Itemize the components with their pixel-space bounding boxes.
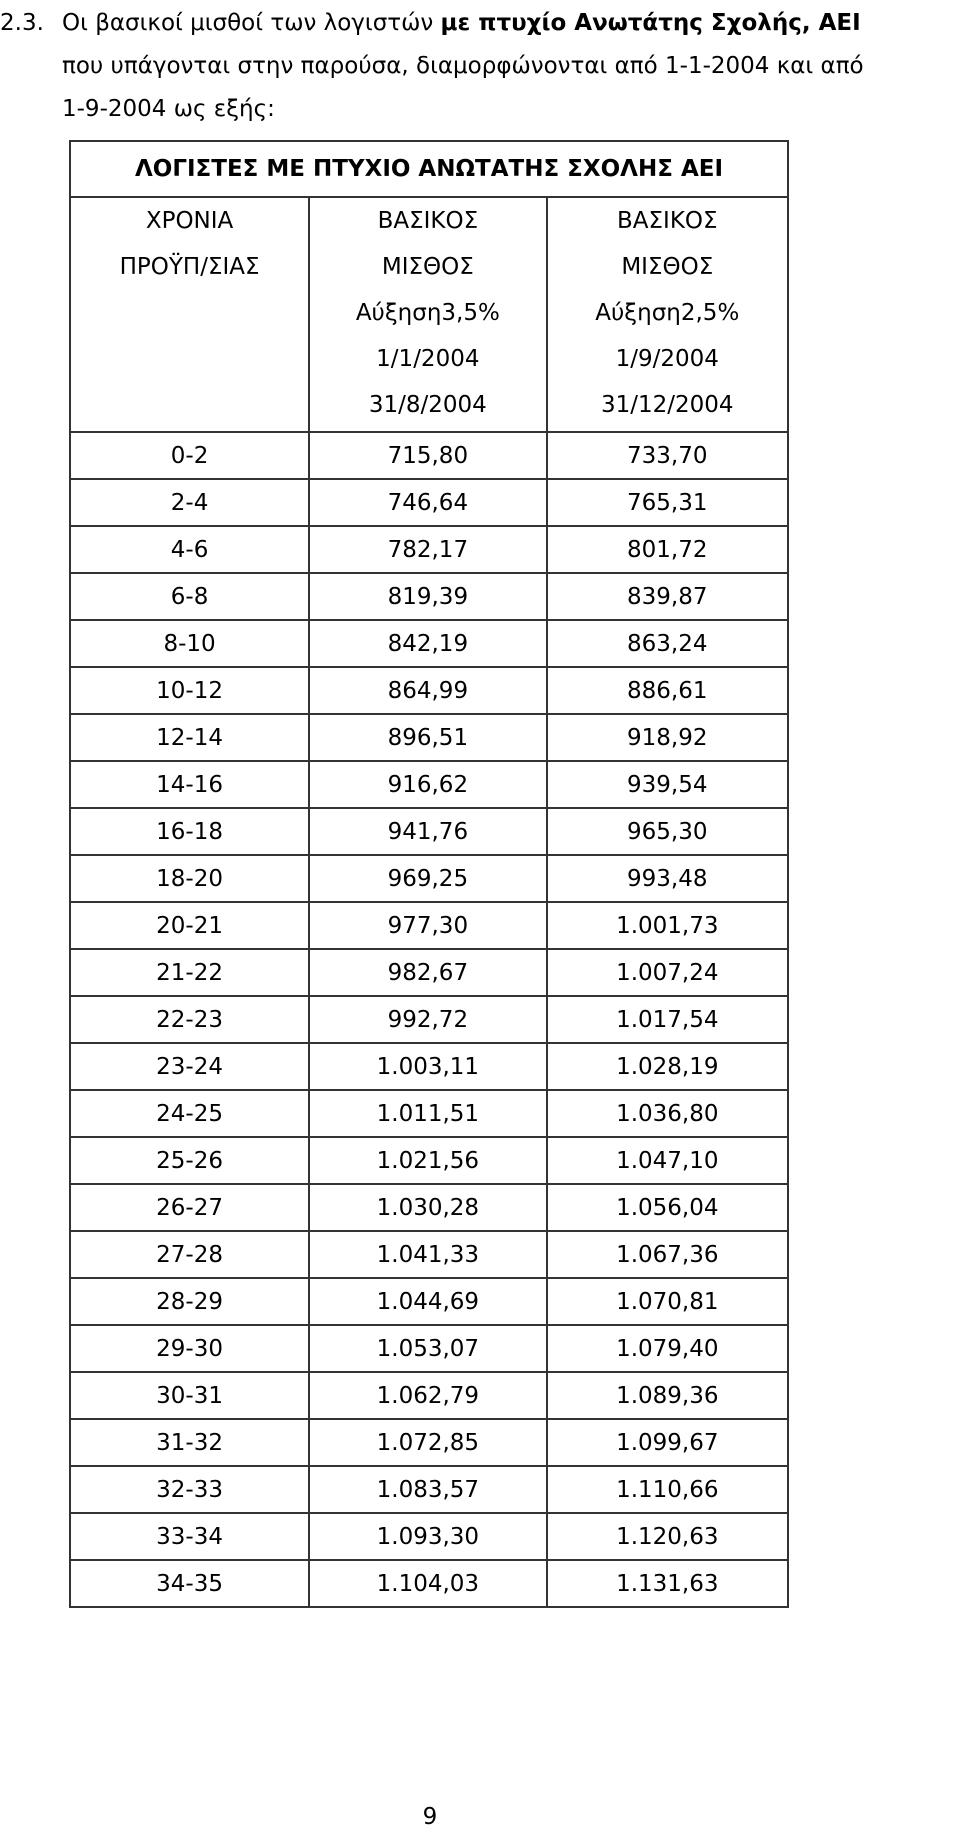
salary-jan-aug-cell: 1.003,11 (309, 1043, 546, 1090)
table-row (70, 761, 788, 808)
salary-sep-dec-cell: 993,48 (547, 855, 788, 902)
years-cell: 21-22 (70, 949, 309, 996)
years-cell: 30-31 (70, 1372, 309, 1419)
salary-jan-aug-cell: 1.053,07 (309, 1325, 546, 1372)
header-years-line: ΠΡΟΫΠ/ΣΙΑΣ (119, 254, 260, 280)
intro-line-3: 1-9-2004 ως εξής: (62, 96, 275, 122)
header-line: 1/9/2004 (615, 346, 719, 372)
years-cell: 2-4 (70, 479, 309, 526)
salary-jan-aug-cell: 1.021,56 (309, 1137, 546, 1184)
years-cell: 22-23 (70, 996, 309, 1043)
intro-line-1 (0, 2, 956, 45)
salary-jan-aug-cell: 977,30 (309, 902, 546, 949)
table-row (70, 949, 788, 996)
header-line: Αύξηση3,5% (355, 300, 500, 326)
header-line: ΜΙΣΘΟΣ (621, 254, 714, 280)
salary-jan-aug-cell: 992,72 (309, 996, 546, 1043)
years-cell: 28-29 (70, 1278, 309, 1325)
salary-sep-dec-cell: 1.120,63 (547, 1513, 788, 1560)
intro-paragraph (0, 2, 956, 131)
header-years-line: ΧΡΟΝΙΑ (145, 208, 234, 234)
header-line: Αύξηση2,5% (595, 300, 740, 326)
salary-sep-dec-cell: 939,54 (547, 761, 788, 808)
table-row (70, 667, 788, 714)
intro-text-regular: Οι βασικοί μισθοί των λογιστών (62, 10, 441, 36)
salary-jan-aug-cell: 1.072,85 (309, 1419, 546, 1466)
salary-sep-dec-cell: 801,72 (547, 526, 788, 573)
salary-sep-dec-cell: 1.099,67 (547, 1419, 788, 1466)
salary-jan-aug-cell: 842,19 (309, 620, 546, 667)
salary-jan-aug-cell: 969,25 (309, 855, 546, 902)
table-row (70, 620, 788, 667)
table-title-row (70, 141, 788, 197)
table-row (70, 1043, 788, 1090)
salary-jan-aug-cell: 1.044,69 (309, 1278, 546, 1325)
salary-jan-aug-cell: 941,76 (309, 808, 546, 855)
salary-sep-dec-cell: 918,92 (547, 714, 788, 761)
salary-sep-dec-cell: 765,31 (547, 479, 788, 526)
salary-sep-dec-cell: 733,70 (547, 432, 788, 479)
salary-jan-aug-cell: 1.041,33 (309, 1231, 546, 1278)
table-row (70, 1466, 788, 1513)
years-cell: 0-2 (70, 432, 309, 479)
salary-sep-dec-cell: 1.001,73 (547, 902, 788, 949)
years-cell: 29-30 (70, 1325, 309, 1372)
header-line: 1/1/2004 (376, 346, 480, 372)
table-row (70, 573, 788, 620)
years-cell: 27-28 (70, 1231, 309, 1278)
table-row (70, 808, 788, 855)
years-cell: 4-6 (70, 526, 309, 573)
years-cell: 23-24 (70, 1043, 309, 1090)
salary-sep-dec-cell: 1.067,36 (547, 1231, 788, 1278)
salary-table (69, 140, 789, 1608)
salary-sep-dec-cell: 863,24 (547, 620, 788, 667)
salary-sep-dec-cell: 1.036,80 (547, 1090, 788, 1137)
salary-sep-dec-cell: 965,30 (547, 808, 788, 855)
header-line: 31/8/2004 (368, 392, 487, 418)
salary-jan-aug-cell: 715,80 (309, 432, 546, 479)
table-row (70, 1184, 788, 1231)
header-line: ΒΑΣΙΚΟΣ (377, 208, 479, 234)
salary-jan-aug-cell: 746,64 (309, 479, 546, 526)
table-row (70, 902, 788, 949)
table-row (70, 855, 788, 902)
table-row (70, 432, 788, 479)
years-cell: 26-27 (70, 1184, 309, 1231)
table-row (70, 479, 788, 526)
salary-jan-aug-cell: 819,39 (309, 573, 546, 620)
years-cell: 12-14 (70, 714, 309, 761)
years-cell: 20-21 (70, 902, 309, 949)
header-salary-2004b (547, 197, 788, 432)
header-line: ΒΑΣΙΚΟΣ (617, 208, 718, 234)
table-row (70, 1560, 788, 1607)
years-cell: 31-32 (70, 1419, 309, 1466)
salary-sep-dec-cell: 1.047,10 (547, 1137, 788, 1184)
table-row (70, 1513, 788, 1560)
years-cell: 32-33 (70, 1466, 309, 1513)
salary-jan-aug-cell: 1.104,03 (309, 1560, 546, 1607)
header-line: ΜΙΣΘΟΣ (381, 254, 474, 280)
salary-jan-aug-cell: 782,17 (309, 526, 546, 573)
table-row (70, 1137, 788, 1184)
years-cell: 24-25 (70, 1090, 309, 1137)
table-row (70, 1231, 788, 1278)
intro-text-bold: με πτυχίο Ανωτάτης Σχολής, ΑΕΙ (440, 10, 861, 36)
salary-jan-aug-cell: 864,99 (309, 667, 546, 714)
salary-sep-dec-cell: 839,87 (547, 573, 788, 620)
salary-jan-aug-cell: 982,67 (309, 949, 546, 996)
salary-sep-dec-cell: 1.131,63 (547, 1560, 788, 1607)
years-cell: 8-10 (70, 620, 309, 667)
years-cell: 14-16 (70, 761, 309, 808)
table-header-row (70, 197, 788, 432)
salary-sep-dec-cell: 1.056,04 (547, 1184, 788, 1231)
section-number: 2.3. (0, 10, 44, 36)
table-row (70, 1278, 788, 1325)
salary-jan-aug-cell: 1.011,51 (309, 1090, 546, 1137)
table-row (70, 996, 788, 1043)
page-number: 9 (422, 1804, 438, 1830)
table-row (70, 1325, 788, 1372)
salary-sep-dec-cell: 1.017,54 (547, 996, 788, 1043)
salary-jan-aug-cell: 896,51 (309, 714, 546, 761)
years-cell: 25-26 (70, 1137, 309, 1184)
salary-sep-dec-cell: 1.028,19 (547, 1043, 788, 1090)
table-row (70, 1419, 788, 1466)
salary-sep-dec-cell: 1.079,40 (547, 1325, 788, 1372)
intro-line-2: που υπάγονται στην παρούσα, διαμορφώνονται από 1-1-2004 και από (62, 53, 864, 79)
salary-sep-dec-cell: 1.110,66 (547, 1466, 788, 1513)
table-row (70, 1090, 788, 1137)
salary-jan-aug-cell: 1.030,28 (309, 1184, 546, 1231)
salary-jan-aug-cell: 1.062,79 (309, 1372, 546, 1419)
salary-sep-dec-cell: 886,61 (547, 667, 788, 714)
years-cell: 16-18 (70, 808, 309, 855)
table-title: ΛΟΓΙΣΤΕΣ ΜΕ ΠΤΥΧΙΟ ΑΝΩΤΑΤΗΣ ΣΧΟΛΗΣ ΑΕΙ (70, 141, 788, 197)
header-salary-2004a (309, 197, 546, 432)
years-cell: 6-8 (70, 573, 309, 620)
header-years (70, 197, 309, 432)
salary-jan-aug-cell: 1.083,57 (309, 1466, 546, 1513)
salary-jan-aug-cell: 1.093,30 (309, 1513, 546, 1560)
salary-sep-dec-cell: 1.007,24 (547, 949, 788, 996)
table-row (70, 526, 788, 573)
table-row (70, 714, 788, 761)
years-cell: 18-20 (70, 855, 309, 902)
years-cell: 33-34 (70, 1513, 309, 1560)
salary-sep-dec-cell: 1.070,81 (547, 1278, 788, 1325)
years-cell: 10-12 (70, 667, 309, 714)
table-row (70, 1372, 788, 1419)
salary-jan-aug-cell: 916,62 (309, 761, 546, 808)
salary-sep-dec-cell: 1.089,36 (547, 1372, 788, 1419)
years-cell: 34-35 (70, 1560, 309, 1607)
header-line: 31/12/2004 (600, 392, 734, 418)
